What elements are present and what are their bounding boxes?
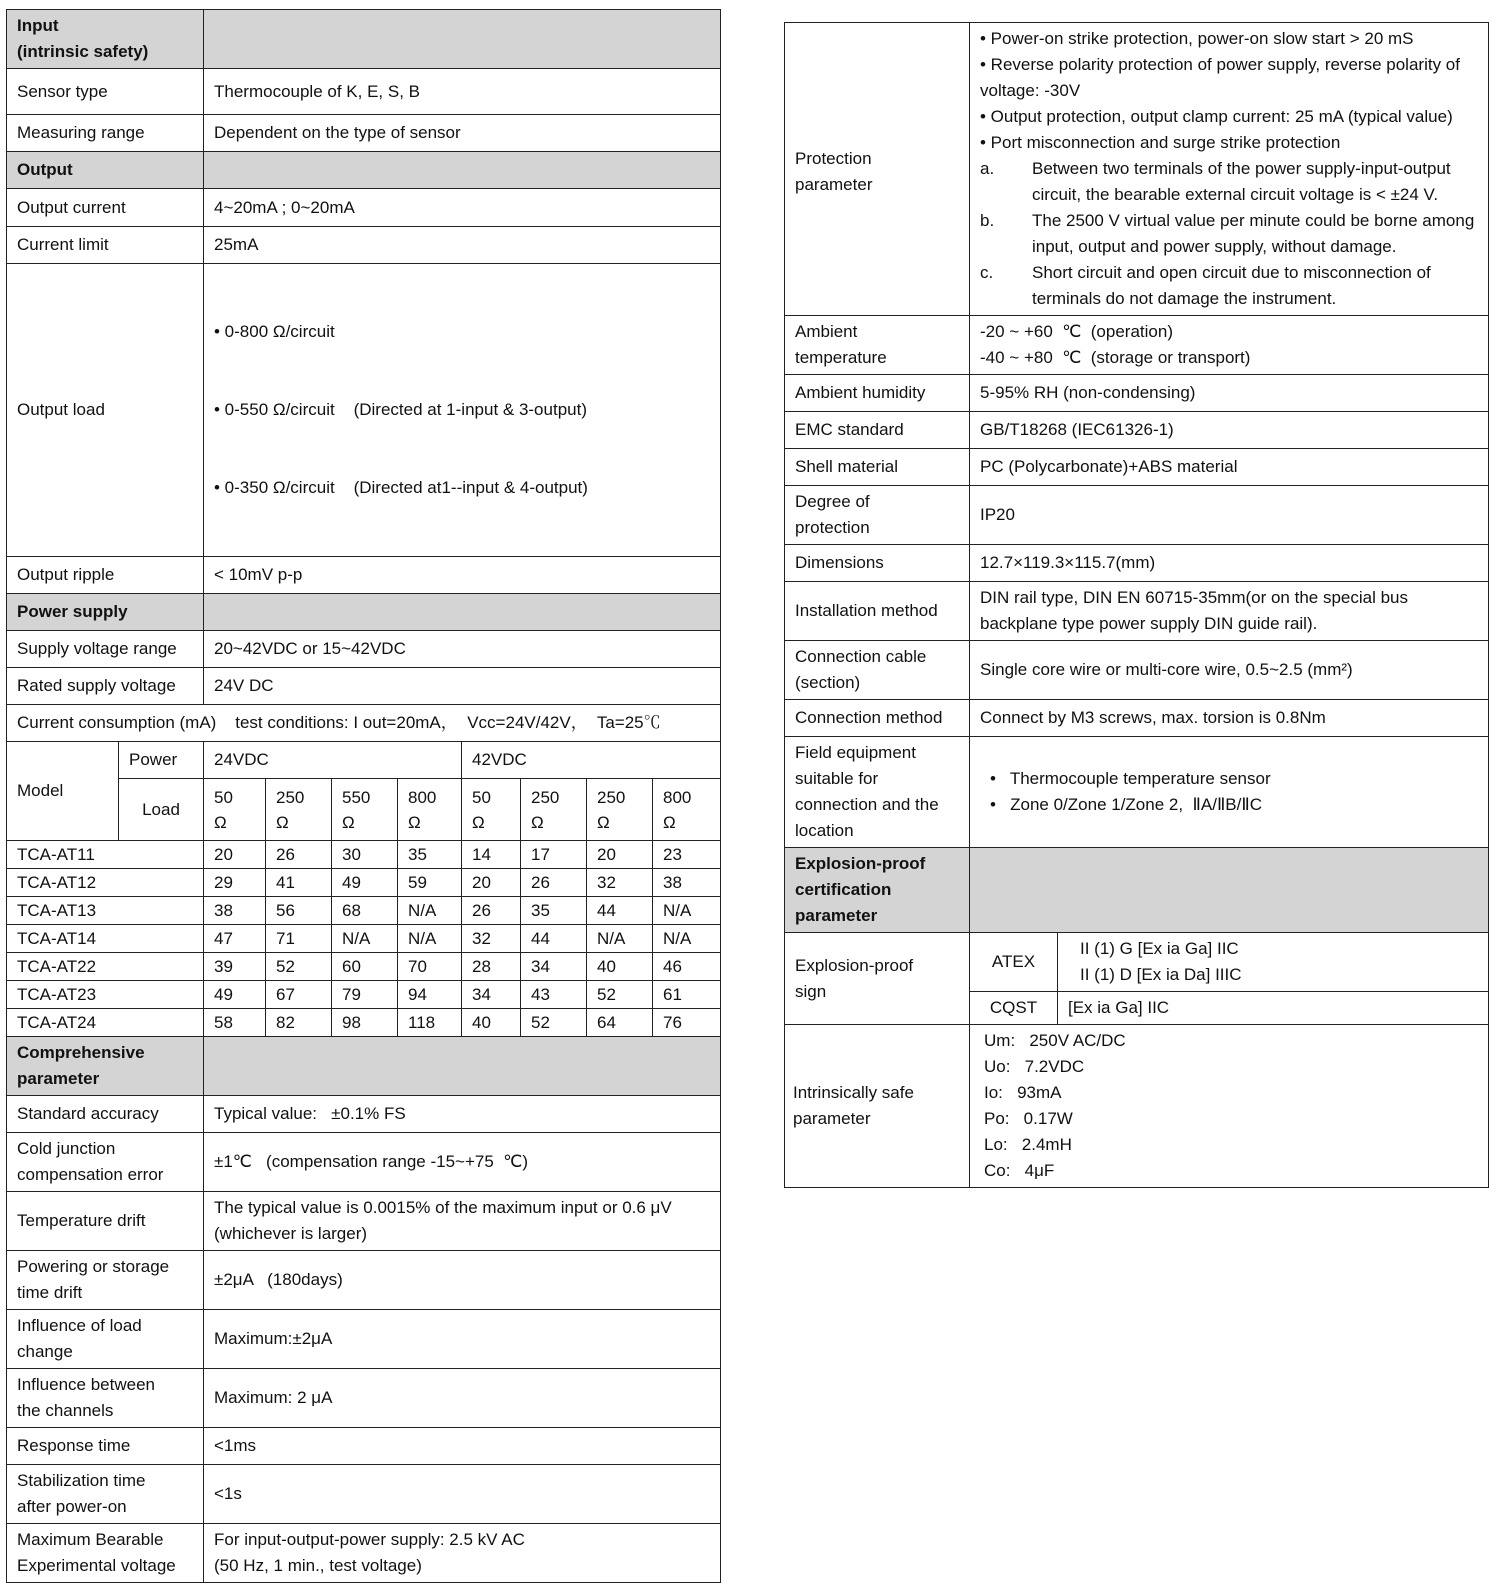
model-name: TCA-AT23	[7, 981, 204, 1009]
load-change-value: Maximum:±2μA	[204, 1310, 721, 1369]
ip-value: IP20	[970, 486, 1489, 545]
model-value: 52	[587, 981, 653, 1009]
emc-value: GB/T18268 (IEC61326-1)	[970, 412, 1489, 449]
protection-label: Protection parameter	[785, 23, 970, 316]
emc-label: EMC standard	[785, 412, 970, 449]
protection-value	[970, 23, 1489, 316]
protection-item-text: The 2500 V virtual value per minute could be borne among input, output and power supply, without damage.	[1032, 211, 1475, 256]
output-load-line: • 0-550 Ω/circuit (Directed at 1-input & 3-output)	[214, 400, 587, 419]
input-header-fill	[204, 10, 721, 69]
output-load-line: • 0-350 Ω/circuit (Directed at1--input & 4-output)	[214, 478, 588, 497]
table-row	[7, 841, 721, 869]
model-value: N/A	[653, 925, 721, 953]
model-value: 64	[587, 1009, 653, 1037]
comp-header: Comprehensive parameter	[7, 1037, 204, 1096]
install-label: Installation method	[785, 582, 970, 641]
humidity-label: Ambient humidity	[785, 375, 970, 412]
model-value: N/A	[332, 925, 398, 953]
is-line: Lo: 2.4mH	[984, 1135, 1072, 1154]
model-value: 44	[587, 897, 653, 925]
model-value: 68	[332, 897, 398, 925]
model-value: 34	[521, 953, 587, 981]
temp-drift-value: The typical value is 0.0015% of the maximum input or 0.6 μV (whichever is larger)	[204, 1192, 721, 1251]
sensor-type-value: Thermocouple of K, E, S, B	[204, 69, 721, 115]
protection-item	[980, 156, 1478, 208]
dim-value: 12.7×119.3×115.7(mm)	[970, 545, 1489, 582]
model-value: 56	[266, 897, 332, 925]
protection-item-letter: b.	[980, 211, 995, 230]
model-value: 49	[332, 869, 398, 897]
model-value: 52	[521, 1009, 587, 1037]
power-header: Power supply	[7, 594, 204, 631]
output-current-label: Output current	[7, 189, 204, 227]
supply-range-value: 20~42VDC or 15~42VDC	[204, 631, 721, 668]
model-name: TCA-AT24	[7, 1009, 204, 1037]
is-line: Uo: 7.2VDC	[984, 1057, 1085, 1076]
v24-label: 24VDC	[204, 742, 462, 779]
model-value: 26	[521, 869, 587, 897]
model-value: 34	[462, 981, 521, 1009]
model-value: 17	[521, 841, 587, 869]
load-cell: 550 Ω	[332, 779, 398, 841]
is-value	[970, 1025, 1489, 1188]
protection-item-letter: a.	[980, 159, 995, 178]
conn-method-label: Connection method	[785, 700, 970, 737]
cqst-value: [Ex ia Ga] IIC	[1058, 992, 1489, 1025]
temp-drift-label: Temperature drift	[7, 1192, 204, 1251]
measuring-range-value: Dependent on the type of sensor	[204, 115, 721, 152]
protection-item-text: Short circuit and open circuit due to misconnection of terminals do not damage the instrument.	[1032, 263, 1431, 308]
output-ripple-label: Output ripple	[7, 557, 204, 594]
input-header: Input (intrinsic safety)	[7, 10, 204, 69]
table-row	[7, 869, 721, 897]
ambient-temp-value: -20 ~ +60 ℃ (operation) -40 ~ +80 ℃ (storage or transport)	[970, 316, 1489, 375]
load-cell: 50 Ω	[462, 779, 521, 841]
output-header-fill	[204, 152, 721, 189]
cj-label: Cold junction compensation error	[7, 1133, 204, 1192]
channels-label: Influence between the channels	[7, 1369, 204, 1428]
model-value: 71	[266, 925, 332, 953]
protection-item	[980, 260, 1478, 312]
protection-item-letter: c.	[980, 263, 994, 282]
model-value: 70	[398, 953, 462, 981]
model-value: 39	[204, 953, 266, 981]
model-value: 30	[332, 841, 398, 869]
protection-item-text: Between two terminals of the power supply-input-output circuit, the bearable external circuit voltage is < ±24 V.	[1032, 159, 1451, 204]
output-load-line: • 0-800 Ω/circuit	[214, 322, 335, 341]
is-line: Um: 250V AC/DC	[984, 1031, 1126, 1050]
ex-sign-label: Explosion-proof sign	[785, 933, 970, 1025]
model-value: 52	[266, 953, 332, 981]
install-value: DIN rail type, DIN EN 60715-35mm(or on the special bus backplane type power supply DIN guide rail).	[970, 582, 1489, 641]
model-value: 14	[462, 841, 521, 869]
atex-label: ATEX	[970, 933, 1058, 992]
model-value: 20	[204, 841, 266, 869]
table-row	[7, 953, 721, 981]
table-row	[7, 897, 721, 925]
ambient-temp-label: Ambient temperature	[785, 316, 970, 375]
shell-value: PC (Polycarbonate)+ABS material	[970, 449, 1489, 486]
model-name: TCA-AT12	[7, 869, 204, 897]
model-value: 60	[332, 953, 398, 981]
cable-label: Connection cable (section)	[785, 641, 970, 700]
model-value: 82	[266, 1009, 332, 1037]
load-cell: 50 Ω	[204, 779, 266, 841]
measuring-range-label: Measuring range	[7, 115, 204, 152]
protection-bullet: • Reverse polarity protection of power supply, reverse polarity of voltage: -30V	[980, 55, 1460, 100]
field-value	[970, 737, 1489, 848]
protection-bullet: • Power-on strike protection, power-on slow start > 20 mS	[980, 29, 1414, 48]
cable-value: Single core wire or multi-core wire, 0.5~2.5 (mm²)	[970, 641, 1489, 700]
model-value: 44	[521, 925, 587, 953]
model-value: 29	[204, 869, 266, 897]
model-value: 28	[462, 953, 521, 981]
model-value: 43	[521, 981, 587, 1009]
model-value: 67	[266, 981, 332, 1009]
sensor-type-label: Sensor type	[7, 69, 204, 115]
model-value: N/A	[398, 897, 462, 925]
model-value: 76	[653, 1009, 721, 1037]
ex-header-fill	[970, 848, 1489, 933]
power-label: Power	[119, 742, 204, 779]
std-accuracy-value: Typical value: ±0.1% FS	[204, 1096, 721, 1133]
field-item: • Zone 0/Zone 1/Zone 2, ⅡA/ⅡB/ⅡC	[990, 795, 1263, 814]
bearable-label: Maximum Bearable Experimental voltage	[7, 1524, 204, 1583]
protection-item	[980, 208, 1478, 260]
table-row	[7, 925, 721, 953]
rated-voltage-value: 24V DC	[204, 668, 721, 705]
table-row	[7, 981, 721, 1009]
model-value: 40	[587, 953, 653, 981]
model-value: 23	[653, 841, 721, 869]
output-current-value: 4~20mA ; 0~20mA	[204, 189, 721, 227]
model-name: TCA-AT14	[7, 925, 204, 953]
model-value: 35	[398, 841, 462, 869]
output-load-value	[204, 264, 721, 557]
model-value: 94	[398, 981, 462, 1009]
ex-header: Explosion-proof certification parameter	[785, 848, 970, 933]
field-item: • Thermocouple temperature sensor	[990, 769, 1271, 788]
model-value: N/A	[398, 925, 462, 953]
model-value: 26	[462, 897, 521, 925]
bearable-value: For input-output-power supply: 2.5 kV AC (50 Hz, 1 min., test voltage)	[204, 1524, 721, 1583]
dim-label: Dimensions	[785, 545, 970, 582]
consumption-line: Current consumption (mA) test conditions: I out=20mA， Vcc=24V/42V， Ta=25℃	[7, 705, 721, 742]
model-value: 40	[462, 1009, 521, 1037]
model-name: TCA-AT11	[7, 841, 204, 869]
ip-label: Degree of protection	[785, 486, 970, 545]
output-ripple-value: < 10mV p-p	[204, 557, 721, 594]
stab-label: Stabilization time after power-on	[7, 1465, 204, 1524]
model-value: 79	[332, 981, 398, 1009]
left-spec-table	[6, 9, 721, 1583]
model-value: 118	[398, 1009, 462, 1037]
load-cell: 250 Ω	[587, 779, 653, 841]
response-label: Response time	[7, 1428, 204, 1465]
model-value: 98	[332, 1009, 398, 1037]
table-row	[7, 1009, 721, 1037]
current-limit-label: Current limit	[7, 227, 204, 264]
is-label: Intrinsically safe parameter	[785, 1025, 970, 1188]
model-value: 59	[398, 869, 462, 897]
model-value: 20	[462, 869, 521, 897]
right-spec-table	[784, 22, 1489, 1188]
conn-method-value: Connect by M3 screws, max. torsion is 0.8Nm	[970, 700, 1489, 737]
load-cell: 250 Ω	[521, 779, 587, 841]
model-value: 35	[521, 897, 587, 925]
model-value: 61	[653, 981, 721, 1009]
shell-label: Shell material	[785, 449, 970, 486]
model-value: 49	[204, 981, 266, 1009]
cqst-label: CQST	[970, 992, 1058, 1025]
is-line: Po: 0.17W	[984, 1109, 1073, 1128]
model-label: Model	[7, 742, 119, 841]
model-value: N/A	[587, 925, 653, 953]
model-value: 26	[266, 841, 332, 869]
std-accuracy-label: Standard accuracy	[7, 1096, 204, 1133]
cj-value: ±1℃ (compensation range -15~+75 ℃)	[204, 1133, 721, 1192]
field-label: Field equipment suitable for connection and the location	[785, 737, 970, 848]
response-value: <1ms	[204, 1428, 721, 1465]
model-value: 32	[462, 925, 521, 953]
load-label: Load	[119, 779, 204, 841]
model-value: 20	[587, 841, 653, 869]
power-drift-label: Powering or storage time drift	[7, 1251, 204, 1310]
rated-voltage-label: Rated supply voltage	[7, 668, 204, 705]
load-cell: 800 Ω	[398, 779, 462, 841]
model-value: N/A	[653, 897, 721, 925]
is-line: Io: 93mA	[984, 1083, 1062, 1102]
v42-label: 42VDC	[462, 742, 721, 779]
model-value: 47	[204, 925, 266, 953]
model-value: 38	[653, 869, 721, 897]
load-cell: 250 Ω	[266, 779, 332, 841]
model-name: TCA-AT22	[7, 953, 204, 981]
power-drift-value: ±2μA (180days)	[204, 1251, 721, 1310]
output-header: Output	[7, 152, 204, 189]
model-value: 41	[266, 869, 332, 897]
stab-value: <1s	[204, 1465, 721, 1524]
model-value: 38	[204, 897, 266, 925]
protection-bullet: • Port misconnection and surge strike protection	[980, 133, 1341, 152]
model-value: 32	[587, 869, 653, 897]
channels-value: Maximum: 2 μA	[204, 1369, 721, 1428]
power-header-fill	[204, 594, 721, 631]
output-load-label: Output load	[7, 264, 204, 557]
atex-value: II (1) G [Ex ia Ga] IIC II (1) D [Ex ia Da] IIIC	[1058, 933, 1489, 992]
model-value: 46	[653, 953, 721, 981]
model-value: 58	[204, 1009, 266, 1037]
protection-bullet: • Output protection, output clamp current: 25 mA (typical value)	[980, 107, 1453, 126]
humidity-value: 5-95% RH (non-condensing)	[970, 375, 1489, 412]
load-cell: 800 Ω	[653, 779, 721, 841]
current-limit-value: 25mA	[204, 227, 721, 264]
model-name: TCA-AT13	[7, 897, 204, 925]
model-rows	[7, 841, 721, 1037]
comp-header-fill	[204, 1037, 721, 1096]
supply-range-label: Supply voltage range	[7, 631, 204, 668]
load-change-label: Influence of load change	[7, 1310, 204, 1369]
is-line: Co: 4μF	[984, 1161, 1055, 1180]
